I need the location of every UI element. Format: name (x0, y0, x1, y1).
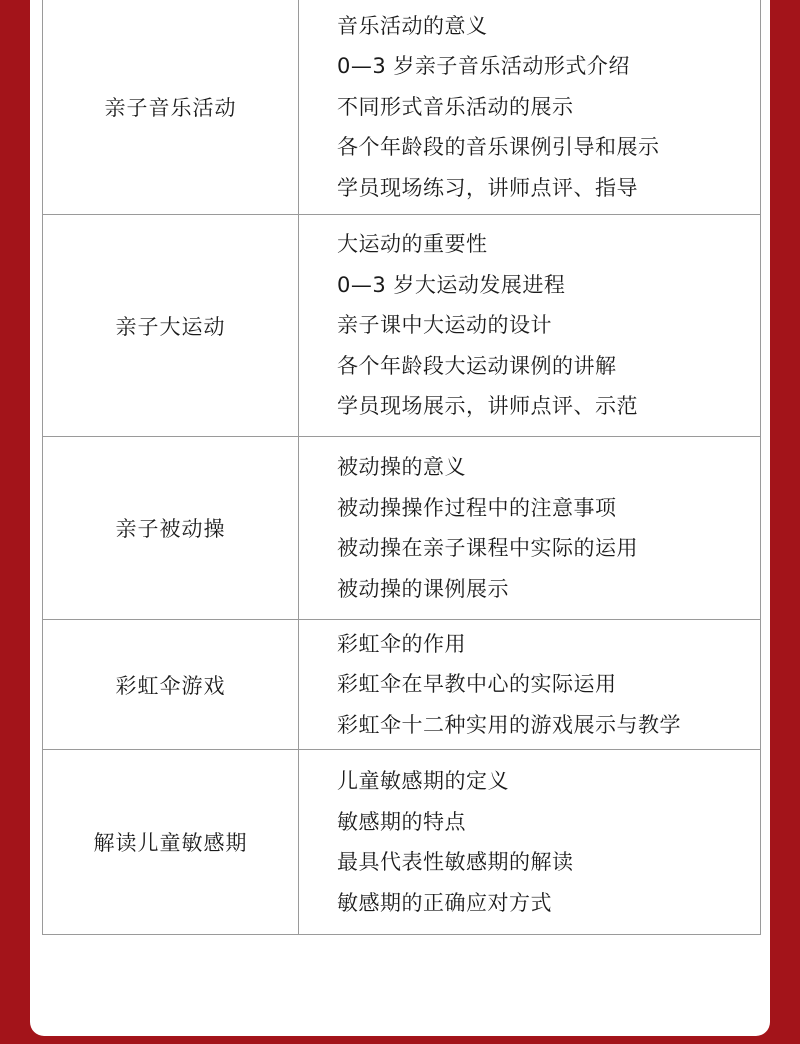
topic-item: 被动操的意义 (337, 455, 466, 479)
topic-item: 各个年龄段的音乐课例引导和展示 (337, 135, 660, 160)
module-topics (299, 0, 761, 215)
content-card (30, 0, 770, 1036)
topic-item: 学员现场练习，讲师点评、指导 (337, 175, 638, 200)
topic-item: 各个年龄段大运动课例的讲解 (337, 353, 617, 378)
topic-item: 0—3 岁亲子音乐活动形式介绍 (337, 54, 630, 79)
topic-item: 最具代表性敏感期的解读 (337, 850, 574, 874)
module-topics (299, 215, 761, 437)
topic-item: 大运动的重要性 (337, 232, 488, 257)
topic-item: 彩虹伞的作用 (337, 631, 466, 656)
topic-item: 被动操操作过程中的注意事项 (337, 495, 617, 520)
topic-item: 敏感期的正确应对方式 (337, 890, 552, 915)
table-row (43, 215, 761, 437)
module-topics (299, 620, 761, 750)
module-name: 彩虹伞游戏 (43, 620, 299, 750)
table-row (43, 437, 761, 620)
topic-item: 亲子课中大运动的设计 (337, 313, 552, 338)
topic-item: 彩虹伞在早教中心的实际运用 (337, 672, 617, 697)
module-topics (299, 750, 761, 935)
module-name: 解读儿童敏感期 (43, 750, 299, 935)
table-row (43, 620, 761, 750)
topic-item: 敏感期的特点 (337, 809, 466, 834)
module-topics (299, 437, 761, 620)
module-name: 亲子大运动 (43, 215, 299, 437)
topic-item: 被动操在亲子课程中实际的运用 (337, 536, 638, 560)
course-table (42, 0, 761, 935)
topic-item: 儿童敏感期的定义 (337, 769, 509, 793)
topic-item: 不同形式音乐活动的展示 (337, 94, 574, 119)
topic-item: 被动操的课例展示 (337, 576, 509, 601)
topic-item: 学员现场展示，讲师点评、示范 (337, 394, 638, 419)
module-name: 亲子被动操 (43, 437, 299, 620)
topic-item: 0—3 岁大运动发展进程 (337, 272, 566, 297)
topic-item: 音乐活动的意义 (337, 13, 488, 38)
module-name: 亲子音乐活动 (43, 0, 299, 215)
table-row (43, 750, 761, 935)
topic-item: 彩虹伞十二种实用的游戏展示与教学 (337, 712, 681, 737)
table-row (43, 0, 761, 215)
